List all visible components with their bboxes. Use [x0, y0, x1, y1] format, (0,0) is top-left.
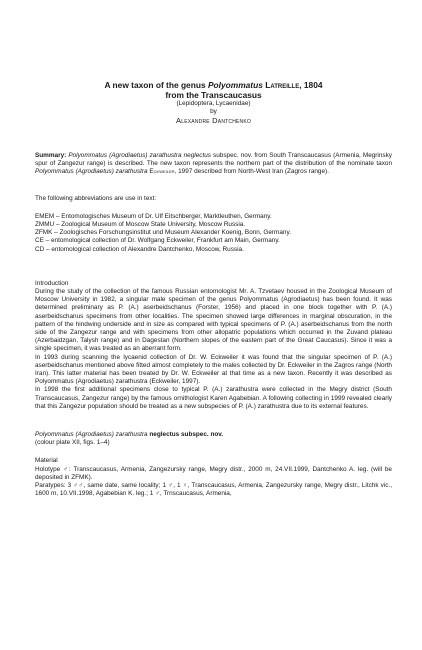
- summary-taxon-2: Polyommatus (Agrodiaetus) zarathustra: [35, 168, 148, 176]
- summary-paragraph: [35, 152, 392, 177]
- title-text: A new taxon of the genus: [104, 80, 206, 90]
- article-title: [35, 80, 392, 100]
- plate-reference: (colour plate XII, figs. 1–4): [35, 439, 110, 447]
- introduction-paragraph-1: During the study of the collection of the famous Russian entomologist Mr. A. Tzvetaev housed in the Zoological Museum of Moscow University in 1982, a singular male specimen of the genus Polyommatus (Agrodiaetus) has been found. It was determined preliminary as P. (A.) aserbeidschanus (Forster, 1956) and placed in one block together with P. (A.) aserbeidschanus specimens from other localities. The specimen showed large differences in marginal obscuration, in the pattern of the hindwing underside and in size as compared with typical specimens of P. (A.) aserbeidschanus from the north side of the Zangezur range and with specimens from other allopatric populations which occurred in the Zuvand plateau (Azerbaidzgan, Talysh range) and in Dagestan (Northern slopes of the eastern part of the Great Caucasus). Since it was a single specimen, it was treated as an aberrant form.: [35, 288, 392, 353]
- abbreviations-intro: The following abbreviations are use in text:: [35, 194, 157, 202]
- summary-label: Summary:: [35, 152, 67, 159]
- paratypes-paragraph: [35, 482, 392, 498]
- author-name: Alexandre Dantchenko: [175, 116, 251, 125]
- summary-text-2: , 1997 described from North-West Iran (Zagros range).: [174, 168, 329, 176]
- taxon-heading-status: neglectus subspec. nov.: [147, 431, 224, 439]
- paper-page: [35, 0, 392, 499]
- subtitle: (Lepidoptera, Lycaenidae): [176, 100, 251, 107]
- holotype-label: Holotype: [35, 465, 61, 473]
- abbrev-emem: EMEM – Entomologisches Museum of Dr. Ulf Eitschberger, Marktleuthen, Germany.: [35, 212, 272, 220]
- abbrev-cd: CD – entomological collection of Alexandre Dantchenko, Moscow, Russia.: [35, 245, 244, 253]
- by-line: by: [210, 108, 217, 115]
- title-year: , 1804: [299, 80, 323, 90]
- abbrev-zmmu: ZMMU – Zoological Museum of Moscow State University, Moscow Russia.: [35, 221, 246, 229]
- title-author: Latreille: [265, 80, 300, 90]
- taxon-heading: [35, 431, 392, 439]
- introduction-paragraph-3: In 1998 the first additional specimens close to typical P. (A.) zarathustra were collected in the Megry district (South Transcaucasus, Zangezur range) by the famous ornithologist Karen Agabebian. A following collecting in 1999 revealed clearly that this Zangezur population should be treated as a new subspecies of P. (A.) zarathustra due to its external features.: [35, 386, 392, 410]
- material-heading: Material: [35, 457, 58, 465]
- abbreviations-list: [35, 213, 392, 254]
- paratypes-label: Paratypes:: [35, 482, 66, 490]
- title-block: [35, 80, 392, 125]
- summary-author: Eckweiler: [147, 168, 175, 176]
- introduction-heading: Introduction: [35, 279, 69, 287]
- abbrev-ce: CE – entomological collection of Dr. Wolfgang Eckweiler, Frankfurt am Main, Germany.: [35, 237, 280, 245]
- paratypes-text: 3 ♂♂, same date, same locality; 1 ♂, 1 ♀, Transcaucasus, Armenia, Zangezursky range, Megry distr., Litchk vic., 1600 m, 10.VII.1998, Agabebian K. leg.; 1 ♂, Trnscaucasus, Armenia,: [35, 482, 392, 498]
- introduction-paragraph-2: In 1993 during scanning the lycaenid collection of Dr. W. Eckweiler it was found that the singular specimen of P. (A.) aserbeidschanus mentioned above fitted almost completely to the males collected by Dr. Eckweiler in the Zagros range (North Iran). This latter material has been treated by Dr. W. Eckweiler at that time as a new taxon. Recently it was described as Polyommatus (Agrodiaetus) zarathustra (Eckweiler, 1997).: [35, 353, 392, 386]
- summary-taxon: Polyommatus (Agrodiaetus) zarathustra neglectus: [68, 152, 211, 159]
- taxon-heading-name: Polyommatus (Agrodiaetus) zarathustra: [35, 431, 148, 439]
- holotype-text: ♂: Transcaucasus, Armenia, Zangezursky range, Megry distr., 2000 m, 24.VII.1999, Dantchenko A. leg. (will be deposited in ZFMK).: [35, 465, 392, 481]
- title-genus: Polyommatus: [207, 80, 263, 90]
- title-line-2: from the Transcaucasus: [165, 90, 262, 100]
- holotype-paragraph: [35, 466, 392, 482]
- summary-text-1: subspec. nov. from South Transcaucasus (Armenia, Megrinsky spur of Zangezur range) is described. The new taxon represents the northern part of the distribution of the nominate taxon: [35, 152, 392, 168]
- abbrev-zfmk: ZFMK – Zoologisches Forschungsinstitut und Museum Alexander Koenig, Bonn, Germany.: [35, 229, 291, 237]
